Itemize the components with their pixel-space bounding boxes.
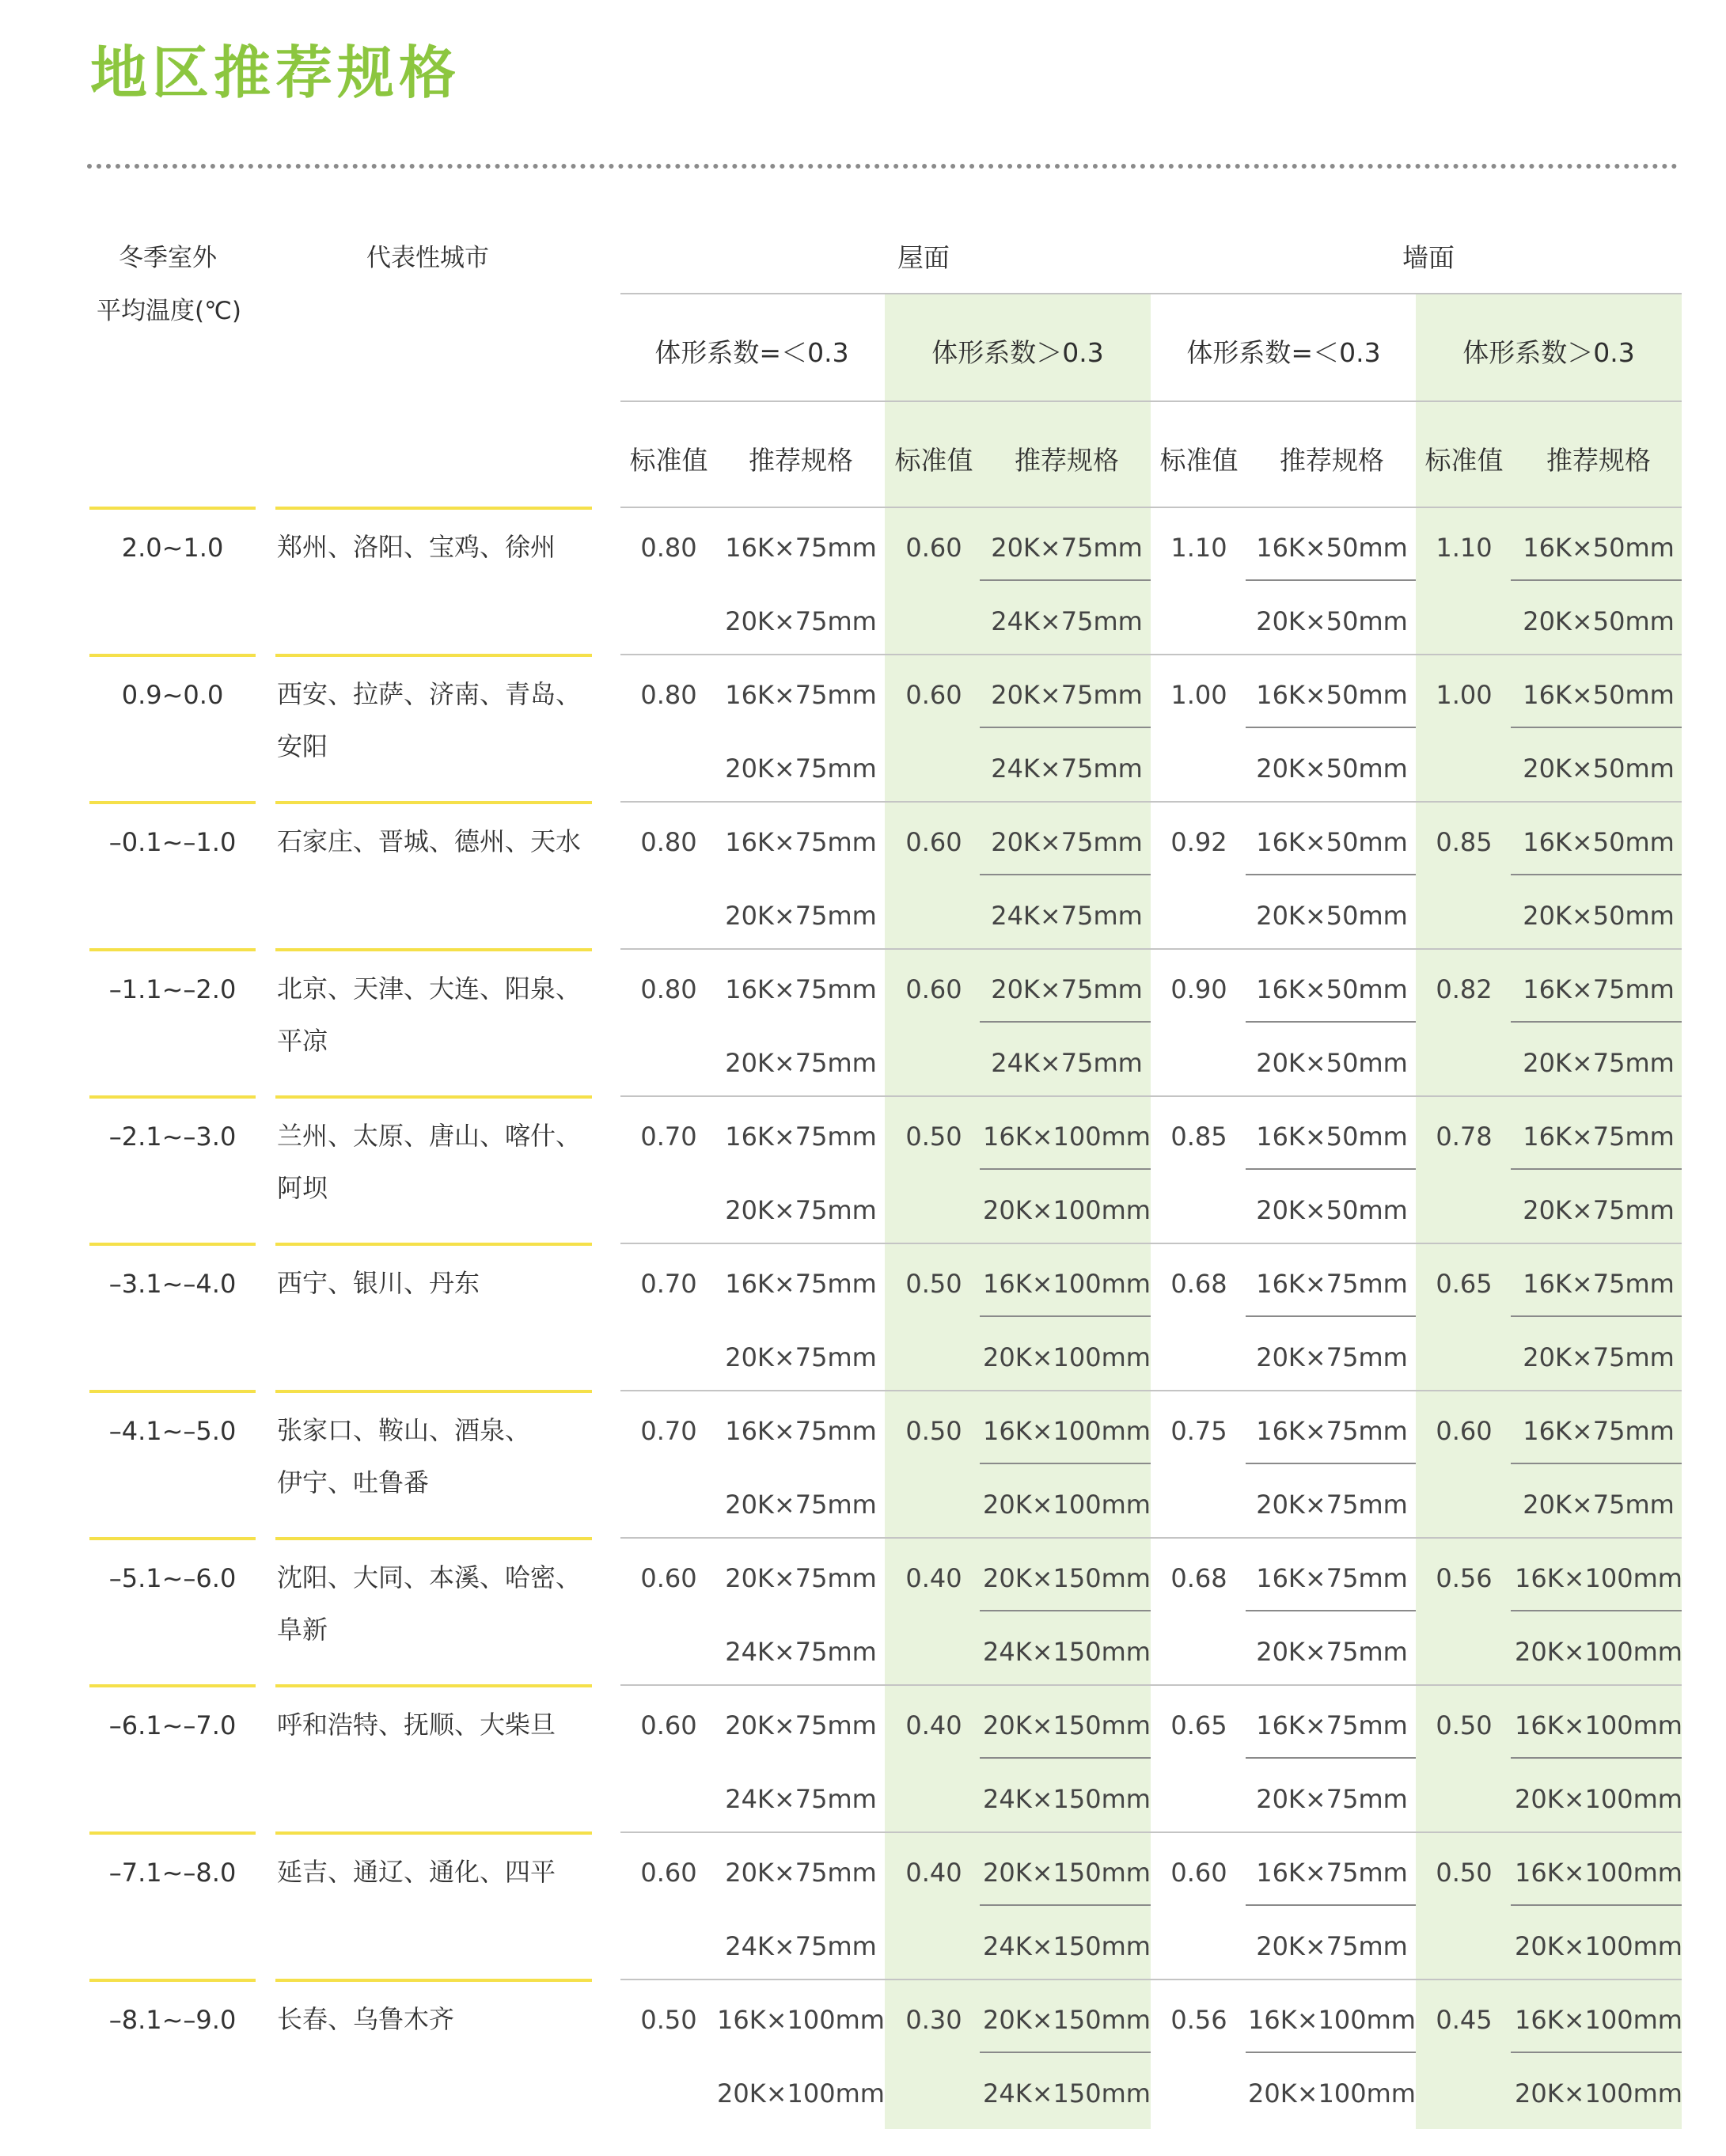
row-city-rule	[275, 1537, 592, 1540]
row-std-value: 0.60	[905, 827, 962, 857]
row-std-value: 0.60	[640, 1563, 697, 1593]
row-spec-primary: 20K×75mm	[725, 1563, 877, 1593]
row-spec-primary: 16K×100mm	[983, 1122, 1151, 1152]
header-wall-le-spec: 推荐规格	[1280, 445, 1384, 476]
row-city-rule	[275, 1684, 592, 1687]
row-std-value: 0.85	[1170, 1122, 1227, 1152]
row-spec-secondary: 20K×75mm	[1523, 1342, 1675, 1372]
row-city-rule	[275, 948, 592, 951]
row-sub-rule	[980, 1610, 1151, 1611]
row-spec-primary: 16K×100mm	[717, 2005, 885, 2035]
row-temp-rule	[89, 1537, 256, 1540]
row-sub-rule	[1511, 874, 1682, 875]
header-wall: 墙面	[1402, 242, 1455, 273]
row-sub-rule	[1246, 1021, 1416, 1023]
header-wall-le-std: 标准值	[1159, 445, 1239, 476]
row-temp-rule	[89, 1243, 256, 1246]
header-wall-gt-std: 标准值	[1424, 445, 1504, 476]
row-std-value: 0.40	[905, 1710, 962, 1740]
row-divider	[620, 1243, 1682, 1244]
row-std-value: 1.00	[1170, 680, 1227, 710]
row-sub-rule	[1511, 2052, 1682, 2053]
row-spec-secondary: 20K×75mm	[725, 1342, 877, 1372]
row-divider	[620, 1390, 1682, 1391]
row-sub-rule	[980, 1904, 1151, 1906]
row-city-line1: 北京、天津、大连、阳泉、	[277, 974, 582, 1004]
row-spec-secondary: 24K×75mm	[725, 1931, 877, 1961]
row-city-line1: 西安、拉萨、济南、青岛、	[277, 679, 582, 709]
row-city-line1: 延吉、通辽、通化、四平	[277, 1857, 556, 1887]
row-sub-rule	[980, 1315, 1151, 1317]
row-std-value: 0.50	[905, 1416, 962, 1446]
row-temp: –0.1~–1.0	[108, 827, 237, 857]
row-spec-primary: 16K×100mm	[983, 1269, 1151, 1299]
row-std-value: 0.45	[1436, 2005, 1493, 2035]
row-city	[277, 1551, 609, 1656]
row-temp: –7.1~–8.0	[108, 1858, 237, 1888]
row-city-line1: 长春、乌鲁木齐	[277, 2004, 455, 2034]
row-spec-secondary: 24K×150mm	[983, 1637, 1151, 1667]
row-city-line2: 阜新	[277, 1615, 328, 1645]
row-std-value: 0.75	[1170, 1416, 1227, 1446]
row-city	[277, 668, 609, 772]
row-sub-rule	[1246, 2052, 1416, 2053]
row-spec-secondary: 20K×50mm	[1523, 753, 1675, 784]
row-spec-primary: 16K×75mm	[1256, 1858, 1408, 1888]
row-spec-primary: 20K×75mm	[991, 680, 1143, 710]
row-spec-primary: 16K×50mm	[1256, 680, 1408, 710]
row-spec-secondary: 20K×100mm	[717, 2078, 885, 2109]
row-spec-primary: 16K×100mm	[1515, 1710, 1682, 1740]
row-spec-primary: 16K×50mm	[1523, 680, 1675, 710]
row-spec-secondary: 20K×75mm	[1523, 1048, 1675, 1078]
row-spec-secondary: 24K×150mm	[983, 2078, 1151, 2109]
row-spec-secondary: 20K×75mm	[1256, 1931, 1408, 1961]
row-city-line1: 石家庄、晋城、德州、天水	[277, 826, 582, 856]
row-city	[277, 1110, 609, 1214]
row-temp: 0.9~0.0	[121, 680, 224, 710]
row-divider	[620, 654, 1682, 655]
row-spec-primary: 16K×75mm	[1256, 1710, 1408, 1740]
row-spec-primary: 20K×150mm	[983, 1710, 1151, 1740]
row-temp-rule	[89, 801, 256, 804]
row-sub-rule	[980, 874, 1151, 875]
row-std-value: 0.40	[905, 1563, 962, 1593]
row-city-rule	[275, 654, 592, 657]
row-spec-primary: 16K×75mm	[725, 533, 877, 563]
row-std-value: 0.56	[1436, 1563, 1493, 1593]
row-std-value: 0.80	[640, 680, 697, 710]
row-sub-rule	[1511, 1463, 1682, 1464]
row-spec-primary: 16K×50mm	[1256, 533, 1408, 563]
row-spec-secondary: 20K×75mm	[725, 606, 877, 636]
row-sub-rule	[1511, 1315, 1682, 1317]
header-roof: 屋面	[897, 242, 950, 273]
row-sub-rule	[1511, 1168, 1682, 1170]
row-spec-primary: 20K×150mm	[983, 2005, 1151, 2035]
header-line-1	[620, 293, 1682, 294]
row-divider	[620, 1979, 1682, 1980]
header-roof-le-spec: 推荐规格	[749, 445, 853, 476]
row-spec-secondary: 24K×75mm	[725, 1637, 877, 1667]
row-spec-secondary: 20K×100mm	[983, 1490, 1151, 1520]
row-spec-primary: 20K×150mm	[983, 1858, 1151, 1888]
row-spec-primary: 16K×75mm	[725, 1416, 877, 1446]
row-city	[277, 1699, 609, 1751]
row-spec-primary: 20K×75mm	[725, 1710, 877, 1740]
row-spec-primary: 16K×100mm	[1515, 2005, 1682, 2035]
row-temp: –5.1~–6.0	[108, 1563, 237, 1593]
row-std-value: 0.65	[1436, 1269, 1493, 1299]
row-std-value: 0.65	[1170, 1710, 1227, 1740]
row-std-value: 0.30	[905, 2005, 962, 2035]
row-sub-rule	[1511, 1904, 1682, 1906]
row-sub-rule	[1511, 1757, 1682, 1759]
row-temp: 2.0~1.0	[121, 533, 224, 563]
row-spec-primary: 16K×75mm	[1523, 1122, 1675, 1152]
row-spec-secondary: 20K×50mm	[1256, 1048, 1408, 1078]
row-city-rule	[275, 507, 592, 510]
row-spec-secondary: 20K×75mm	[1523, 1195, 1675, 1225]
row-spec-secondary: 20K×50mm	[1523, 606, 1675, 636]
row-spec-primary: 20K×150mm	[983, 1563, 1151, 1593]
row-sub-rule	[1246, 874, 1416, 875]
row-spec-secondary: 20K×100mm	[1515, 2078, 1682, 2109]
row-city-rule	[275, 1831, 592, 1835]
row-spec-secondary: 20K×100mm	[1515, 1637, 1682, 1667]
row-spec-primary: 16K×100mm	[1515, 1858, 1682, 1888]
header-roof-coef-gt: 体形系数＞0.3	[931, 337, 1104, 368]
row-spec-primary: 16K×100mm	[1515, 1563, 1682, 1593]
row-std-value: 0.60	[640, 1710, 697, 1740]
row-city-line2: 平凉	[277, 1026, 328, 1056]
page-title: 地区推荐规格	[90, 40, 461, 106]
row-sub-rule	[1246, 1610, 1416, 1611]
row-city-line1: 张家口、鞍山、酒泉、	[277, 1415, 531, 1445]
row-std-value: 0.60	[1170, 1858, 1227, 1888]
row-std-value: 1.00	[1436, 680, 1493, 710]
row-std-value: 0.68	[1170, 1269, 1227, 1299]
row-city	[277, 815, 609, 867]
header-roof-coef-le: 体形系数=＜0.3	[654, 337, 849, 368]
row-spec-secondary: 20K×75mm	[1256, 1637, 1408, 1667]
row-spec-secondary: 20K×75mm	[725, 1048, 877, 1078]
row-city-line2: 阿坝	[277, 1173, 328, 1203]
row-sub-rule	[980, 727, 1151, 728]
row-sub-rule	[1246, 1904, 1416, 1906]
row-city	[277, 962, 609, 1067]
row-spec-secondary: 20K×75mm	[725, 1490, 877, 1520]
row-city-line2: 伊宁、吐鲁番	[277, 1467, 430, 1497]
row-sub-rule	[1511, 1610, 1682, 1611]
row-divider	[620, 1537, 1682, 1539]
row-spec-primary: 16K×50mm	[1523, 827, 1675, 857]
row-city-rule	[275, 1979, 592, 1982]
row-city-line1: 兰州、太原、唐山、喀什、	[277, 1121, 582, 1151]
header-temp-line1: 冬季室外	[119, 244, 217, 272]
row-city-line1: 西宁、银川、丹东	[277, 1268, 480, 1298]
row-spec-secondary: 24K×75mm	[991, 606, 1143, 636]
row-spec-secondary: 20K×75mm	[1256, 1784, 1408, 1814]
row-city-line2: 安阳	[277, 731, 328, 761]
row-temp-rule	[89, 1979, 256, 1982]
row-spec-secondary: 24K×75mm	[991, 753, 1143, 784]
row-std-value: 0.82	[1436, 974, 1493, 1004]
row-city-rule	[275, 1243, 592, 1246]
row-city	[277, 1404, 609, 1509]
row-sub-rule	[1246, 579, 1416, 581]
row-temp: –3.1~–4.0	[108, 1269, 237, 1299]
row-spec-primary: 16K×50mm	[1523, 533, 1675, 563]
row-spec-secondary: 20K×75mm	[1523, 1490, 1675, 1520]
row-std-value: 0.70	[640, 1122, 697, 1152]
header-wall-coef-le: 体形系数=＜0.3	[1186, 337, 1381, 368]
row-std-value: 0.92	[1170, 827, 1227, 857]
row-city	[277, 521, 609, 573]
row-temp: –6.1~–7.0	[108, 1710, 237, 1740]
row-temp-rule	[89, 948, 256, 951]
row-city	[277, 1993, 609, 2045]
row-sub-rule	[1511, 1021, 1682, 1023]
row-spec-secondary: 24K×75mm	[991, 901, 1143, 931]
header-roof-gt-std: 标准值	[894, 445, 973, 476]
row-std-value: 0.50	[640, 2005, 697, 2035]
row-spec-primary: 20K×75mm	[991, 827, 1143, 857]
header-roof-le-std: 标准值	[629, 445, 708, 476]
row-temp: –2.1~–3.0	[108, 1122, 237, 1152]
row-sub-rule	[980, 1168, 1151, 1170]
row-spec-primary: 20K×75mm	[991, 974, 1143, 1004]
row-spec-primary: 16K×50mm	[1256, 974, 1408, 1004]
row-spec-secondary: 20K×100mm	[983, 1195, 1151, 1225]
row-std-value: 1.10	[1436, 533, 1493, 563]
row-sub-rule	[980, 579, 1151, 581]
row-spec-primary: 16K×100mm	[1248, 2005, 1416, 2035]
row-temp: –8.1~–9.0	[108, 2005, 237, 2035]
row-std-value: 0.90	[1170, 974, 1227, 1004]
row-std-value: 1.10	[1170, 533, 1227, 563]
row-spec-secondary: 20K×50mm	[1523, 901, 1675, 931]
row-spec-primary: 16K×50mm	[1256, 1122, 1408, 1152]
row-spec-secondary: 20K×75mm	[725, 1195, 877, 1225]
row-spec-secondary: 20K×75mm	[1256, 1490, 1408, 1520]
row-spec-secondary: 20K×100mm	[983, 1342, 1151, 1372]
row-spec-secondary: 20K×50mm	[1256, 1195, 1408, 1225]
row-spec-primary: 16K×75mm	[1256, 1269, 1408, 1299]
row-temp: –4.1~–5.0	[108, 1416, 237, 1446]
row-std-value: 0.68	[1170, 1563, 1227, 1593]
row-spec-secondary: 24K×150mm	[983, 1931, 1151, 1961]
row-std-value: 0.70	[640, 1269, 697, 1299]
row-city	[277, 1257, 609, 1309]
row-spec-secondary: 20K×50mm	[1256, 753, 1408, 784]
row-spec-secondary: 20K×75mm	[1256, 1342, 1408, 1372]
row-std-value: 0.50	[1436, 1858, 1493, 1888]
row-spec-secondary: 20K×100mm	[1515, 1931, 1682, 1961]
row-city-rule	[275, 801, 592, 804]
header-roof-gt-spec: 推荐规格	[1015, 445, 1119, 476]
row-temp-rule	[89, 654, 256, 657]
row-sub-rule	[1511, 727, 1682, 728]
row-sub-rule	[1246, 1757, 1416, 1759]
row-spec-secondary: 20K×100mm	[1248, 2078, 1416, 2109]
row-sub-rule	[1246, 727, 1416, 728]
row-spec-secondary: 24K×150mm	[983, 1784, 1151, 1814]
row-std-value: 0.40	[905, 1858, 962, 1888]
row-spec-secondary: 24K×75mm	[725, 1784, 877, 1814]
row-temp-rule	[89, 1390, 256, 1393]
row-spec-primary: 16K×75mm	[1523, 974, 1675, 1004]
row-city-rule	[275, 1390, 592, 1393]
row-std-value: 0.78	[1436, 1122, 1493, 1152]
row-spec-primary: 16K×75mm	[725, 974, 877, 1004]
header-city: 代表性城市	[366, 244, 489, 272]
row-spec-primary: 16K×75mm	[1256, 1563, 1408, 1593]
row-city-line1: 沈阳、大同、本溪、哈密、	[277, 1562, 582, 1592]
row-sub-rule	[1246, 1463, 1416, 1464]
row-std-value: 0.50	[905, 1269, 962, 1299]
row-spec-primary: 16K×75mm	[725, 680, 877, 710]
row-std-value: 0.60	[905, 680, 962, 710]
row-spec-primary: 16K×75mm	[725, 827, 877, 857]
row-temp-rule	[89, 1095, 256, 1099]
row-sub-rule	[1246, 1168, 1416, 1170]
row-sub-rule	[980, 1757, 1151, 1759]
row-std-value: 0.70	[640, 1416, 697, 1446]
row-spec-primary: 16K×75mm	[725, 1122, 877, 1152]
row-std-value: 0.60	[1436, 1416, 1493, 1446]
header-wall-gt-spec: 推荐规格	[1546, 445, 1651, 476]
row-spec-secondary: 20K×75mm	[725, 753, 877, 784]
row-divider	[620, 1831, 1682, 1833]
row-city-line1: 呼和浩特、抚顺、大柴旦	[277, 1710, 556, 1740]
row-std-value: 0.50	[905, 1122, 962, 1152]
row-spec-secondary: 20K×50mm	[1256, 901, 1408, 931]
row-std-value: 0.50	[1436, 1710, 1493, 1740]
row-divider	[620, 1684, 1682, 1686]
row-spec-primary: 20K×75mm	[725, 1858, 877, 1888]
row-city	[277, 1846, 609, 1898]
row-std-value: 0.60	[640, 1858, 697, 1888]
row-spec-secondary: 24K×75mm	[991, 1048, 1143, 1078]
row-std-value: 0.56	[1170, 2005, 1227, 2035]
row-spec-primary: 16K×75mm	[1256, 1416, 1408, 1446]
row-temp-rule	[89, 1684, 256, 1687]
row-spec-primary: 16K×100mm	[983, 1416, 1151, 1446]
row-spec-secondary: 20K×100mm	[1515, 1784, 1682, 1814]
row-sub-rule	[980, 1463, 1151, 1464]
row-spec-primary: 16K×50mm	[1256, 827, 1408, 857]
row-std-value: 0.85	[1436, 827, 1493, 857]
row-temp: –1.1~–2.0	[108, 974, 237, 1004]
row-city-line1: 郑州、洛阳、宝鸡、徐州	[277, 532, 556, 562]
row-std-value: 0.60	[905, 533, 962, 563]
row-city-rule	[275, 1095, 592, 1099]
row-divider	[620, 1095, 1682, 1097]
row-sub-rule	[980, 2052, 1151, 2053]
row-std-value: 0.60	[905, 974, 962, 1004]
row-spec-secondary: 20K×75mm	[725, 901, 877, 931]
row-divider	[620, 801, 1682, 803]
header-temp-line2: 平均温度(℃)	[97, 297, 242, 325]
dotted-divider	[87, 164, 1678, 169]
row-divider	[620, 948, 1682, 950]
row-sub-rule	[1246, 1315, 1416, 1317]
header-line-2	[620, 400, 1682, 402]
row-spec-secondary: 20K×50mm	[1256, 606, 1408, 636]
row-spec-primary: 16K×75mm	[1523, 1416, 1675, 1446]
row-std-value: 0.80	[640, 827, 697, 857]
row-sub-rule	[1511, 579, 1682, 581]
row-sub-rule	[980, 1021, 1151, 1023]
row-std-value: 0.80	[640, 974, 697, 1004]
row-temp-rule	[89, 1831, 256, 1835]
row-spec-primary: 20K×75mm	[991, 533, 1143, 563]
row-spec-primary: 16K×75mm	[1523, 1269, 1675, 1299]
row-divider	[620, 507, 1682, 508]
row-spec-primary: 16K×75mm	[725, 1269, 877, 1299]
row-std-value: 0.80	[640, 533, 697, 563]
header-wall-coef-gt: 体形系数＞0.3	[1462, 337, 1635, 368]
row-temp-rule	[89, 507, 256, 510]
